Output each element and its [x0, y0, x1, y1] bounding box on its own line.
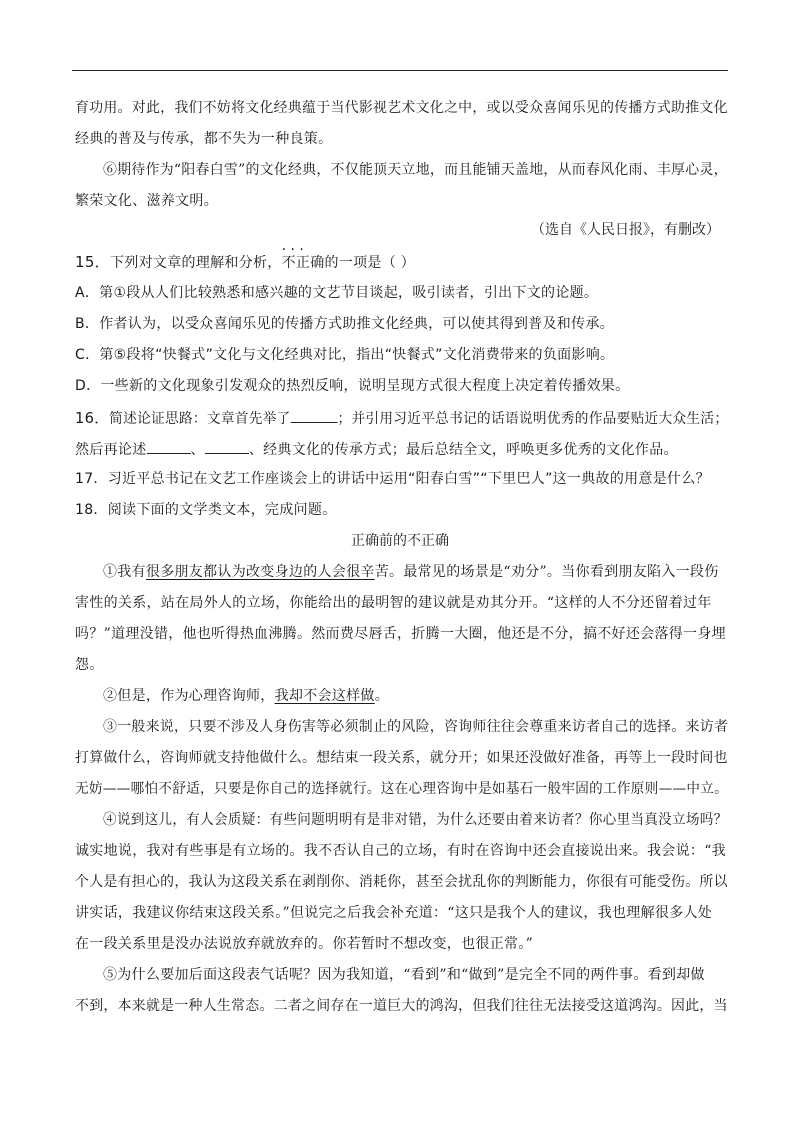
option-d: D．一些新的文化现象引发观众的热烈反响，说明呈现方式很大程度上决定着传播效果。 [75, 378, 630, 394]
underlined-phrase: 很多朋友都认为改变身边的人会很辛 [145, 564, 375, 580]
option-a: A．第①段从人们比较熟悉和感兴趣的文艺节目谈起，吸引读者，引出下文的论题。 [75, 285, 599, 301]
story-p4-line: ④说到这儿，有人会质疑：有些问题明明有是非对错，为什么还要由着来访者？你心里当真没立场吗？ [103, 812, 728, 828]
story-p4-line: 讲实话，我建议你结束这段关系。”但说完之后我会补充道：“这只是我个人的建议，我也理解很多人处 [75, 905, 713, 921]
question-15-stem: 15．下列对文章的理解和分析，· · · 不正确的一项是（ ） [75, 253, 415, 272]
answer-blank[interactable] [205, 439, 249, 454]
story-p1-line: 怨。 [75, 657, 104, 673]
story-p3-line: 无妨——哪怕不舒适，只要是你自己的选择就行。这在心理咨询中是如基石一般牢固的工作原则——中立。 [75, 781, 729, 797]
answer-blank[interactable] [291, 408, 338, 423]
story-p5-line: ⑤为什么要加后面这段表气话呢？因为我知道，“看到”和“做到”是完全不同的两件事。看到却做 [103, 967, 705, 983]
header-rule [72, 70, 728, 71]
question-number: 15． [75, 253, 110, 271]
emphasis-dotted: · · · 不正确 [282, 254, 325, 272]
question-16-line: 然后再论述 、 、经典文化的传承方式；最后总结全文，呼唤更多优秀的文化作品。 [75, 439, 678, 459]
passage-line: 经典的普及与传承，都不失为一种良策。 [75, 131, 333, 147]
story-p1-line: 害性的关系，站在局外人的立场，你能给出的最明智的建议就是劝其分开。“这样的人不分还留着过年 [75, 595, 712, 611]
option-c: C．第⑤段将“快餐式”文化与文化经典对比，指出“快餐式”文化消费带来的负面影响。 [75, 347, 615, 363]
story-p1-line: 吗？”道理没错，他也听得热血沸腾。然而费尽唇舌，折腾一大圈，他还是不分，搞不好还会落得一身埋 [75, 626, 726, 642]
story-p2-line: ②但是，作为心理咨询师，我却不会这样做。 [103, 688, 390, 704]
story-p5-line: 不到，本来就是一种人生常态。二者之间存在一道巨大的鸿沟，但我们往往无法接受这道鸿沟。因此，当 [75, 998, 728, 1014]
option-b: B．作者认为，以受众喜闻乐见的传播方式助推文化经典，可以使其得到普及和传承。 [75, 316, 615, 332]
story-p4-line: 个人是有担心的，我认为这段关系在剥削你、消耗你，甚至会扰乱你的判断能力，你很有可能受伤。所以 [75, 874, 728, 890]
underlined-phrase: 我却不会这样做 [274, 688, 375, 704]
source-citation: （选自《人民日报》，有删改） [531, 222, 720, 238]
story-p3-line: ③一般来说，只要不涉及人身伤害等必须制止的风险，咨询师往往会尊重来访者自己的选择。来访者 [103, 719, 729, 735]
story-p3-line: 打算做什么，咨询师就支持他做什么。想结束一段关系，就分开；如果还没做好准备，再等上一段时间也 [75, 750, 728, 766]
story-p1-line: ①我有很多朋友都认为改变身边的人会很辛苦。最常见的场景是“劝分”。当你看到朋友陷入一段伤 [103, 564, 719, 580]
question-18: 18．阅读下面的文学类文本，完成问题。 [75, 502, 337, 518]
story-p4-line: 诚实地说，我对有些事是有立场的。我不否认自己的立场，有时在咨询中还会直接说出来。我会说：“我 [75, 843, 726, 859]
passage-line: 育功用。对此，我们不妨将文化经典蕴于当代影视艺术文化之中，或以受众喜闻乐见的传播方式助推文化 [75, 100, 728, 116]
paragraph-6-line: ⑥期待作为“阳春白雪”的文化经典，不仅能顶天立地，而且能铺天盖地，从而春风化雨、丰厚心灵， [103, 162, 728, 178]
question-number: 16． [75, 409, 110, 427]
story-title: 正确前的不正确 [351, 533, 449, 549]
story-p4-line: 在一段关系里是没办法说放弃就放弃的。你若暂时不想改变，也很正常。” [75, 936, 534, 952]
question-17: 17．习近平总书记在文艺工作座谈会上的讲话中运用“阳春白雪”“下里巴人”这一典故的用意是什么？ [75, 471, 710, 487]
question-16-line: 16．简述论证思路：文章首先举了 ；并引用习近平总书记的话语说明优秀的作品要贴近大众生活； [75, 409, 729, 427]
answer-blank[interactable] [147, 439, 191, 454]
paragraph-6-line: 繁荣文化、滋养文明。 [75, 193, 218, 209]
